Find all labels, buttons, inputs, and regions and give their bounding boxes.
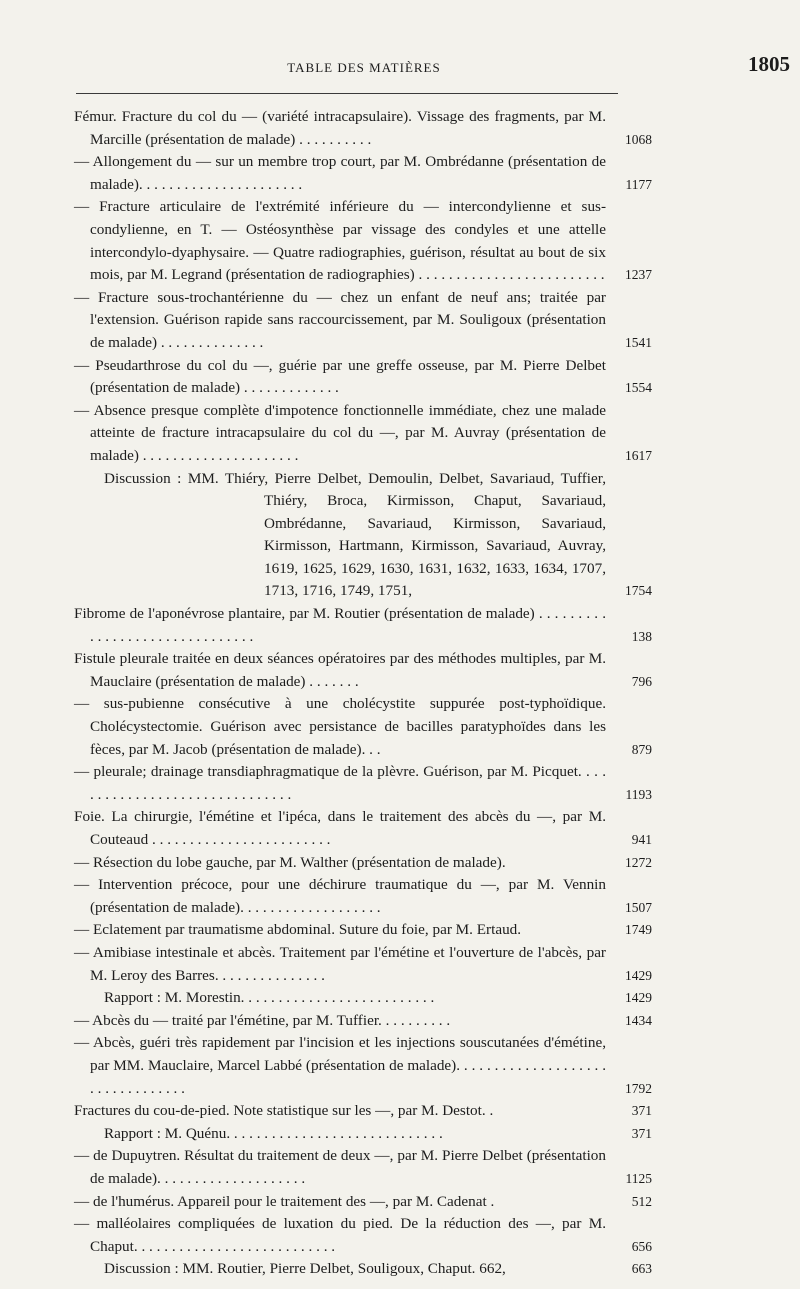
- entry-text: — Amibiase intestinale et abcès. Traitement par l'émétine et l'ouverture de l'abcès, par M. Leroy des Barres. . . . . . . . . . . . . . .: [74, 943, 606, 984]
- rapport-text: Rapport : M. Morestin. . . . . . . . . . . . . . . . . . . . . . . . . .: [104, 989, 435, 1007]
- entry-page: 1507: [625, 899, 652, 915]
- rapport-entry: [74, 987, 654, 1010]
- index-entry: [74, 196, 654, 286]
- entry-text: Fibrome de l'aponévrose plantaire, par M. Routier (présentation de malade) . . . . . . . . . . . . . . . . . . . . . . . . . . . . . . .: [74, 605, 606, 645]
- index-entry: [74, 1145, 654, 1190]
- index-entry: [74, 287, 654, 355]
- index-entry: [74, 942, 654, 987]
- index-entry: [74, 806, 654, 851]
- entry-text: — Allongement du — sur un membre trop court, par M. Ombrédanne (présentation de malade). . . . . . . . . . . . . . . . . . . . . .: [74, 153, 606, 193]
- index-entry: [74, 693, 654, 761]
- entry-text: — Fracture articulaire de l'extrémité inférieure du — intercondylienne et sus-condylienne, en T. — Ostéosynthèse par vissage des condyles et une attelle intercondylo-dyaphysaire. — Quatre radiographies, guérison, résultat au bout de six mois, par M. Legrand (présentation de radiographies) . . . . . . . . . . . . . . . . . . . . . . . . .: [74, 198, 606, 284]
- entry-text: Fractures du cou-de-pied. Note statistique sur les —, par M. Destot. .: [74, 1102, 494, 1120]
- entry-text: — Pseudarthrose du col du —, guérie par une greffe osseuse, par M. Pierre Delbet (présentation de malade) . . . . . . . . . . . . .: [74, 356, 606, 397]
- entry-page: 656: [631, 1238, 652, 1254]
- entry-text: — Intervention précoce, pour une déchirure traumatique du —, par M. Vennin (présentation de malade). . . . . . . . . . . . . . . . . . .: [74, 876, 606, 916]
- entry-page: 1193: [625, 786, 652, 802]
- entry-page: 512: [631, 1193, 652, 1209]
- index-entry: [74, 1213, 654, 1258]
- entry-page: 941: [631, 832, 652, 847]
- running-title: TABLE DES MATIÈRES: [287, 60, 441, 75]
- index-entry: [74, 603, 654, 648]
- entry-page: 1554: [625, 380, 652, 396]
- entry-page: 1429: [625, 967, 652, 983]
- entry-page: 1749: [625, 922, 652, 938]
- index-entry: [74, 852, 654, 875]
- entry-text: — Eclatement par traumatisme abdominal. Suture du foie, par M. Ertaud.: [74, 921, 522, 939]
- discussion-text: Discussion : MM. Thiéry, Pierre Delbet, Demoulin, Delbet, Savariaud, Tuffier, Thiéry, Broca, Kirmisson, Chaput, Savariaud, Ombrédanne, Savariaud, Kirmisson, Savariaud, Kirmisson, Hartmann, Kirmisson, Savariaud, Auvray, 1619, 1625, 1629, 1630, 1631, 1632, 1633, 1634, 1707, 1713, 1716, 1749, 1751,: [104, 469, 606, 600]
- index-entry: [74, 1010, 654, 1033]
- rapport-entry: [74, 1123, 654, 1146]
- entry-page: 1541: [625, 334, 652, 350]
- entry-text: Fémur. Fracture du col du — (variété intracapsulaire). Vissage des fragments, par M. Marcille (présentation de malade) . . . . . . . . . .: [74, 108, 606, 148]
- entry-page: 1068: [625, 131, 652, 147]
- discussion-text: Discussion : MM. Routier, Pierre Delbet, Souligoux, Chaput. 662,: [104, 1260, 506, 1278]
- page-number: 1805: [748, 52, 790, 76]
- index-entries: [74, 106, 654, 1281]
- entry-text: — Absence presque complète d'impotence fonctionnelle immédiate, chez une malade atteinte de fracture intracapsulaire du col du —, par M. Auvray (présentation de malade) . . . . . . . . . . . . . . . . . . . . .: [74, 401, 606, 464]
- entry-text: — pleurale; drainage transdiaphragmatique de la plèvre. Guérison, par M. Picquet. . . . . . . . . . . . . . . . . . . . . . . . . . . . . . .: [74, 763, 606, 803]
- entry-page: 879: [631, 741, 652, 757]
- rapport-text: Rapport : M. Quénu. . . . . . . . . . . . . . . . . . . . . . . . . . . . .: [104, 1124, 443, 1142]
- index-entry: [74, 1032, 654, 1100]
- index-entry: [74, 919, 654, 942]
- entry-text: — Résection du lobe gauche, par M. Walther (présentation de malade).: [74, 853, 506, 871]
- entry-text: Fistule pleurale traitée en deux séances opératoires par des méthodes multiples, par M. Mauclaire (présentation de malade) . . . . . . .: [74, 650, 606, 690]
- entry-text: — malléolaires compliquées de luxation du pied. De la réduction des —, par M. Chaput. . . . . . . . . . . . . . . . . . . . . . . . . . .: [74, 1215, 606, 1255]
- discussion-entry: [74, 1258, 654, 1281]
- entry-page: 663: [631, 1261, 652, 1277]
- entry-page: 1272: [625, 854, 652, 870]
- entry-page: 1237: [625, 267, 652, 283]
- index-entry: [74, 400, 654, 468]
- entry-page: 1125: [625, 1170, 652, 1186]
- entry-page: 796: [631, 673, 652, 689]
- index-entry: [74, 355, 654, 400]
- entry-text: — Fracture sous-trochantérienne du — chez un enfant de neuf ans; traitée par l'extension. Guérison rapide sans raccourcissement, par M. Souligoux (présentation de malade) . . . . . . . . . . . . . .: [74, 288, 606, 351]
- index-entry: [74, 1191, 654, 1214]
- page-header: [78, 52, 790, 78]
- entry-page: 1429: [625, 990, 652, 1006]
- index-entry: [74, 874, 654, 919]
- entry-page: 1617: [625, 447, 652, 463]
- entry-text: — de l'humérus. Appareil pour le traitement des —, par M. Cadenat .: [74, 1192, 495, 1210]
- entry-page: 1177: [625, 176, 652, 192]
- entry-page: 138: [631, 628, 652, 644]
- index-entry: [74, 151, 654, 196]
- index-entry: [74, 1100, 654, 1123]
- index-entry: [74, 761, 654, 806]
- entry-text: — Abcès du — traité par l'émétine, par M. Tuffier. . . . . . . . . .: [74, 1011, 451, 1029]
- entry-page: 1754: [625, 583, 652, 599]
- entry-text: Foie. La chirurgie, l'émétine et l'ipéca, dans le traitement des abcès du —, par M. Couteaud . . . . . . . . . . . . . . . . . . . . . . . .: [74, 808, 606, 848]
- discussion-entry: [74, 468, 654, 604]
- entry-text: — de Dupuytren. Résultat du traitement de deux —, par M. Pierre Delbet (présentation de malade). . . . . . . . . . . . . . . . . . . .: [74, 1147, 606, 1187]
- entry-text: — sus-pubienne consécutive à une cholécystite suppurée post-typhoïdique. Cholécystectomie. Guérison avec persistance de bacilles paratyphoïdes dans les fèces, par M. Jacob (présentation de malade). . .: [74, 695, 606, 758]
- entry-text: — Abcès, guéri très rapidement par l'incision et les injections souscutanées d'émétine, par MM. Mauclaire, Marcel Labbé (présentation de malade). . . . . . . . . . . . . . . . . . . . . . . . . . . . . . . . .: [74, 1034, 606, 1097]
- entry-page: 371: [631, 1125, 652, 1141]
- entry-page: 1792: [625, 1080, 652, 1096]
- index-entry: [74, 648, 654, 693]
- entry-page: 1434: [625, 1012, 652, 1028]
- index-entry: [74, 106, 654, 151]
- header-rule: [76, 93, 618, 94]
- entry-page: 371: [631, 1103, 652, 1119]
